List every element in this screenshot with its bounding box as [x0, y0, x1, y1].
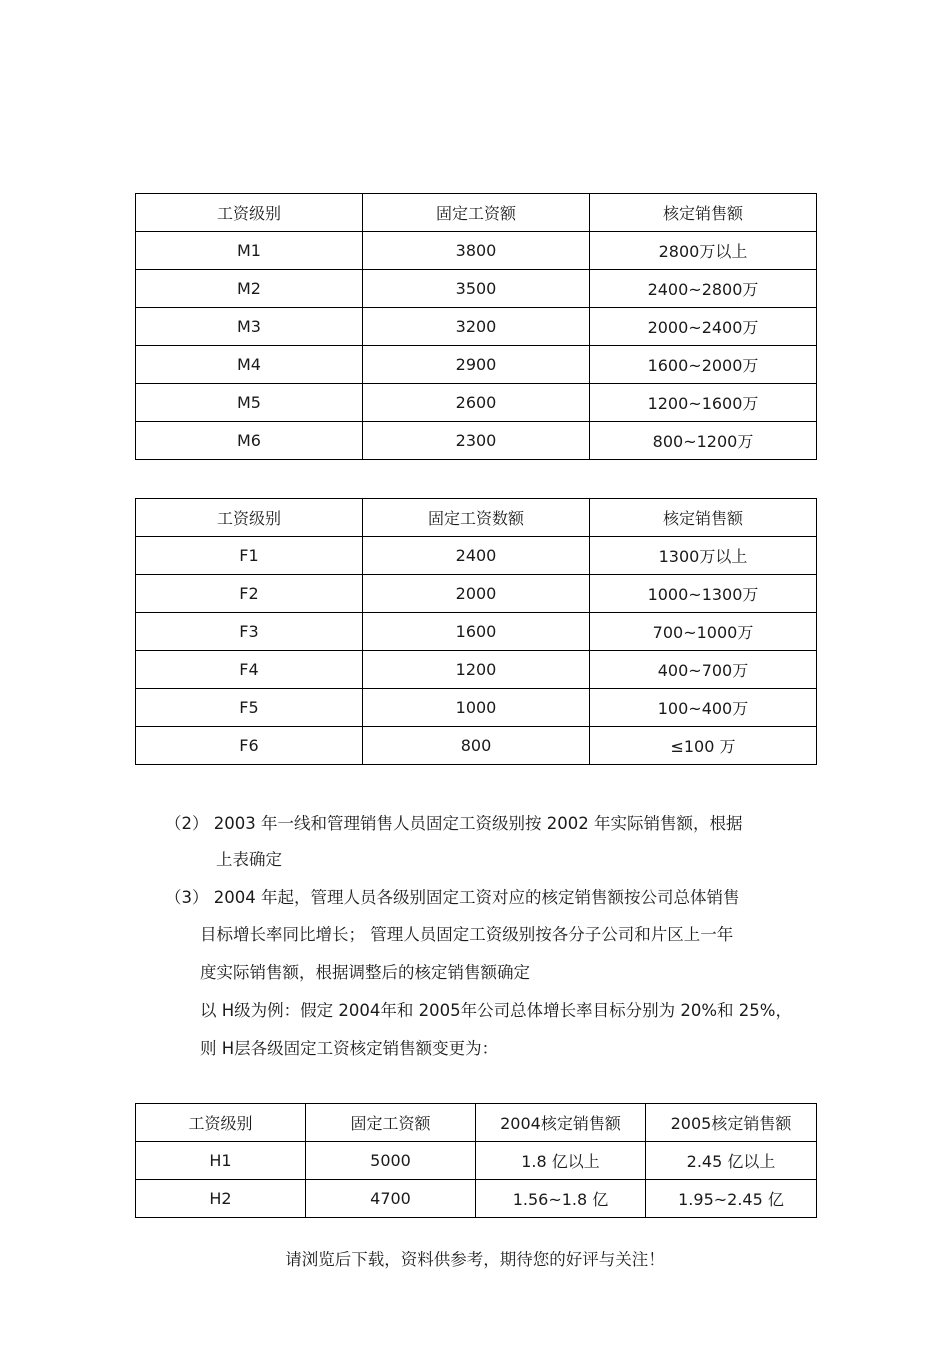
table-cell: F4 [136, 651, 363, 689]
table-cell: 1.95~2.45 亿 [646, 1180, 817, 1218]
table-cell: F6 [136, 727, 363, 765]
table-cell: 800 [363, 727, 590, 765]
header-cell: 固定工资额 [363, 194, 590, 232]
table-cell: 1300万以上 [590, 537, 817, 575]
table-cell: 1200 [363, 651, 590, 689]
salary-table-f [135, 498, 817, 765]
footer-note: 请浏览后下载，资料供参考，期待您的好评与关注！ [285, 1250, 665, 1269]
table-row [136, 422, 817, 460]
header-cell: 工资级别 [136, 1104, 306, 1142]
table-header-row [136, 1104, 817, 1142]
table-cell: 2400~2800万 [590, 270, 817, 308]
paragraph-2-line-1: （2） 2003 年一线和管理销售人员固定工资级别按 2002 年实际销售额，根据 [165, 814, 743, 833]
table-cell: 3500 [363, 270, 590, 308]
salary-table-m [135, 193, 817, 460]
table-cell: F3 [136, 613, 363, 651]
table-cell: H2 [136, 1180, 306, 1218]
table-cell: 3800 [363, 232, 590, 270]
header-cell: 固定工资额 [306, 1104, 476, 1142]
table-row [136, 1142, 817, 1180]
table-cell: H1 [136, 1142, 306, 1180]
table-cell: M3 [136, 308, 363, 346]
paragraph-3-line-5: 则 H层各级固定工资核定销售额变更为： [200, 1039, 499, 1058]
table-cell: M4 [136, 346, 363, 384]
table-cell: 1200~1600万 [590, 384, 817, 422]
table-row [136, 689, 817, 727]
table-cell: 1.56~1.8 亿 [476, 1180, 646, 1218]
table-cell: F1 [136, 537, 363, 575]
table-cell: 4700 [306, 1180, 476, 1218]
salary-table-h [135, 1103, 817, 1218]
table-cell: 1.8 亿以上 [476, 1142, 646, 1180]
table-cell: 1000 [363, 689, 590, 727]
table-cell: 800~1200万 [590, 422, 817, 460]
table-cell: 2000 [363, 575, 590, 613]
table-row [136, 613, 817, 651]
table-row [136, 270, 817, 308]
table-cell: F5 [136, 689, 363, 727]
table-cell: M1 [136, 232, 363, 270]
table-cell: ≤100 万 [590, 727, 817, 765]
paragraph-2-line-2: 上表确定 [216, 850, 282, 869]
table-cell: 2300 [363, 422, 590, 460]
table-cell: M5 [136, 384, 363, 422]
table-cell: 1600 [363, 613, 590, 651]
table-cell: 1000~1300万 [590, 575, 817, 613]
table-cell: 2900 [363, 346, 590, 384]
header-cell: 固定工资数额 [363, 499, 590, 537]
table-header-row [136, 194, 817, 232]
header-cell: 核定销售额 [590, 194, 817, 232]
table-cell: 3200 [363, 308, 590, 346]
table-cell: 2.45 亿以上 [646, 1142, 817, 1180]
table-row [136, 537, 817, 575]
table-cell: 1600~2000万 [590, 346, 817, 384]
header-cell: 工资级别 [136, 194, 363, 232]
table-header-row [136, 499, 817, 537]
table-row [136, 1180, 817, 1218]
table-cell: F2 [136, 575, 363, 613]
table-cell: M2 [136, 270, 363, 308]
header-cell: 核定销售额 [590, 499, 817, 537]
table-row [136, 232, 817, 270]
table-row [136, 384, 817, 422]
table-row [136, 346, 817, 384]
header-cell: 2004核定销售额 [476, 1104, 646, 1142]
paragraph-3-line-2: 目标增长率同比增长； 管理人员固定工资级别按各分子公司和片区上一年 [200, 925, 734, 944]
table-cell: 2600 [363, 384, 590, 422]
paragraph-3-line-3: 度实际销售额，根据调整后的核定销售额确定 [200, 963, 530, 982]
table-cell: 2400 [363, 537, 590, 575]
table-cell: 5000 [306, 1142, 476, 1180]
table-row [136, 727, 817, 765]
table-row [136, 575, 817, 613]
table-cell: 2800万以上 [590, 232, 817, 270]
paragraph-3-line-4: 以 H级为例：假定 2004年和 2005年公司总体增长率目标分别为 20%和 25%， [200, 1001, 792, 1020]
table-row [136, 308, 817, 346]
header-cell: 2005核定销售额 [646, 1104, 817, 1142]
table-cell: 400~700万 [590, 651, 817, 689]
table-cell: 2000~2400万 [590, 308, 817, 346]
paragraph-3-line-1: （3） 2004 年起，管理人员各级别固定工资对应的核定销售额按公司总体销售 [165, 888, 740, 907]
table-cell: M6 [136, 422, 363, 460]
table-cell: 700~1000万 [590, 613, 817, 651]
header-cell: 工资级别 [136, 499, 363, 537]
table-cell: 100~400万 [590, 689, 817, 727]
table-row [136, 651, 817, 689]
